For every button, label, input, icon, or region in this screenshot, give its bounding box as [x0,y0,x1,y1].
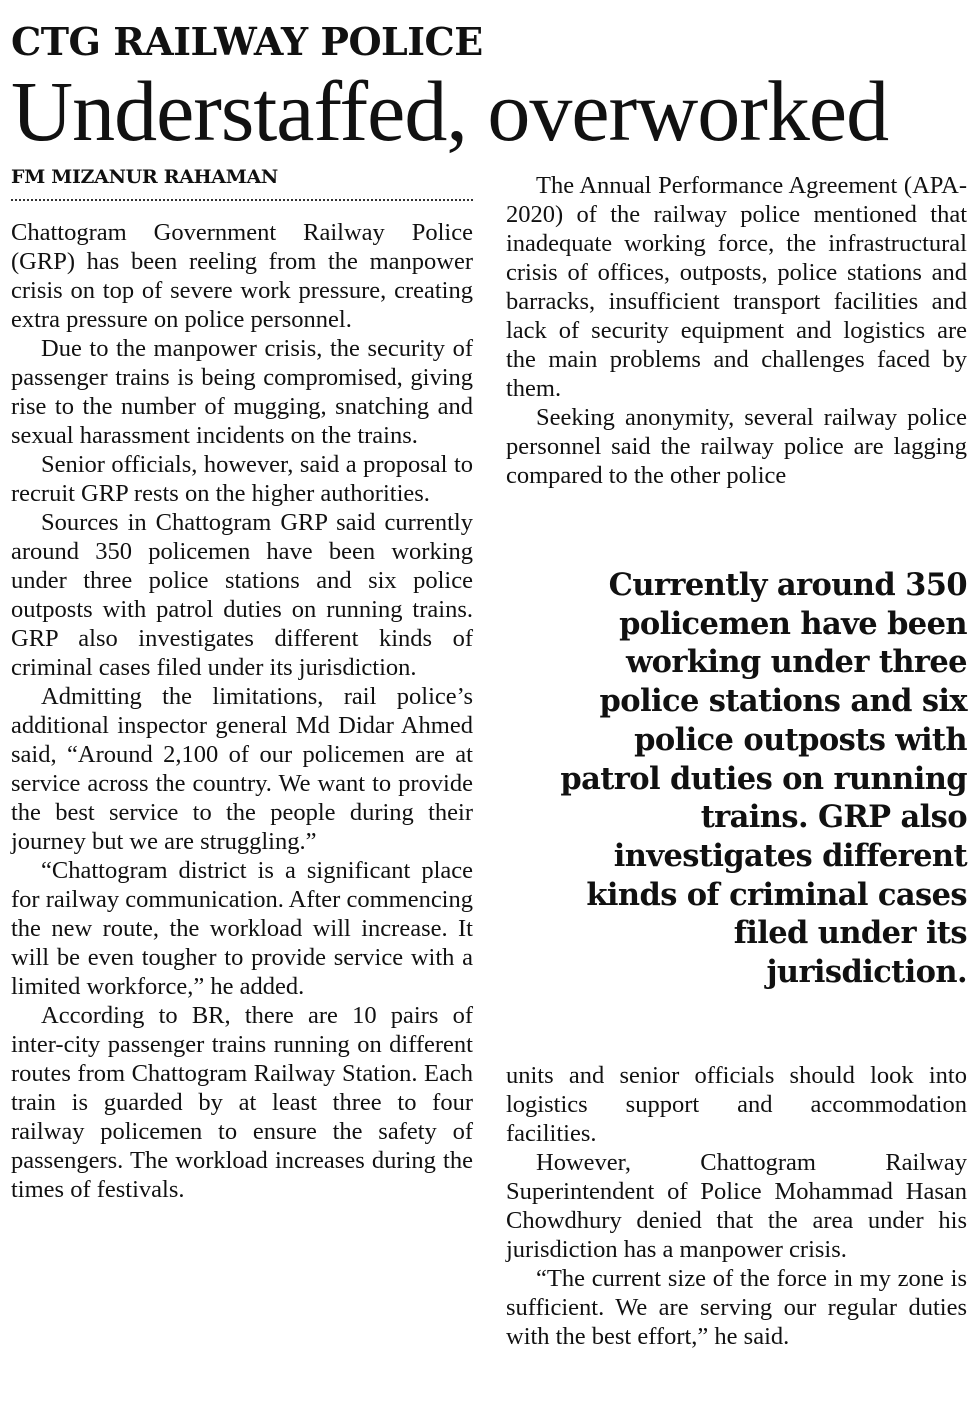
paragraph: Admitting the limitations, rail police’s additional inspector general Md Didar Ahmed said, “Around 2,100 of our policemen are at service across the country. We want to provide the best service to the people during their journey but we are struggling.” [11,683,473,855]
paragraph: However, Chattogram Railway Superintendent of Police Mohammad Hasan Chowdhury denied that the area under his jurisdiction has a manpower crisis. [506,1149,967,1263]
right-text-column-bottom [506,1061,967,1351]
paragraph: units and senior officials should look into logistics support and accommodation facilities. [506,1062,967,1147]
paragraph: “The current size of the force in my zone is sufficient. We are serving our regular duties with the best effort,” he said. [506,1265,967,1350]
left-text-column [11,218,473,1204]
byline-divider [11,199,473,201]
paragraph: Senior officials, however, said a proposal to recruit GRP rests on the higher authorities. [11,451,473,507]
paragraph: According to BR, there are 10 pairs of inter-city passenger trains running on different routes from Chattogram Railway Station. Each train is guarded by at least three to four railway policemen to ensure the safety of passengers. The workload increases during the times of festivals. [11,1002,473,1203]
byline: FM MIZANUR RAHAMAN [11,166,278,188]
paragraph: Due to the manpower crisis, the security of passenger trains is being compromised, giving rise to the number of mugging, snatching and sexual harassment incidents on the trains. [11,335,473,449]
paragraph: Seeking anonymity, several railway police personnel said the railway police are lagging compared to the other police [506,404,967,489]
paragraph: Chattogram Government Railway Police (GRP) has been reeling from the manpower crisis on top of severe work pressure, creating extra pressure on police personnel. [11,219,473,333]
right-text-column-top [506,171,967,490]
paragraph: “Chattogram district is a significant place for railway communication. After commencing the new route, the workload will increase. It will be even tougher to provide service with a limited workforce,” he added. [11,857,473,1000]
paragraph: The Annual Performance Agreement (APA-2020) of the railway police mentioned that inadequate working force, the infrastructural crisis of offices, outposts, police stations and barracks, insufficient transport facilities and lack of security equipment and logistics are the main problems and challenges faced by them. [506,172,967,402]
article-headline: Understaffed, overworked [11,63,889,159]
section-kicker: CTG RAILWAY POLICE [11,19,483,64]
pull-quote: Currently around 350 policemen have been working under three police stations and six police outposts with patrol duties on running trains. GRP also investigates different kinds of criminal cases filed under its jurisdiction. [560,567,967,991]
paragraph: Sources in Chattogram GRP said currently around 350 policemen have been working under three police stations and six police outposts with patrol duties on running trains. GRP also investigates different kinds of criminal cases filed under its jurisdiction. [11,509,473,681]
